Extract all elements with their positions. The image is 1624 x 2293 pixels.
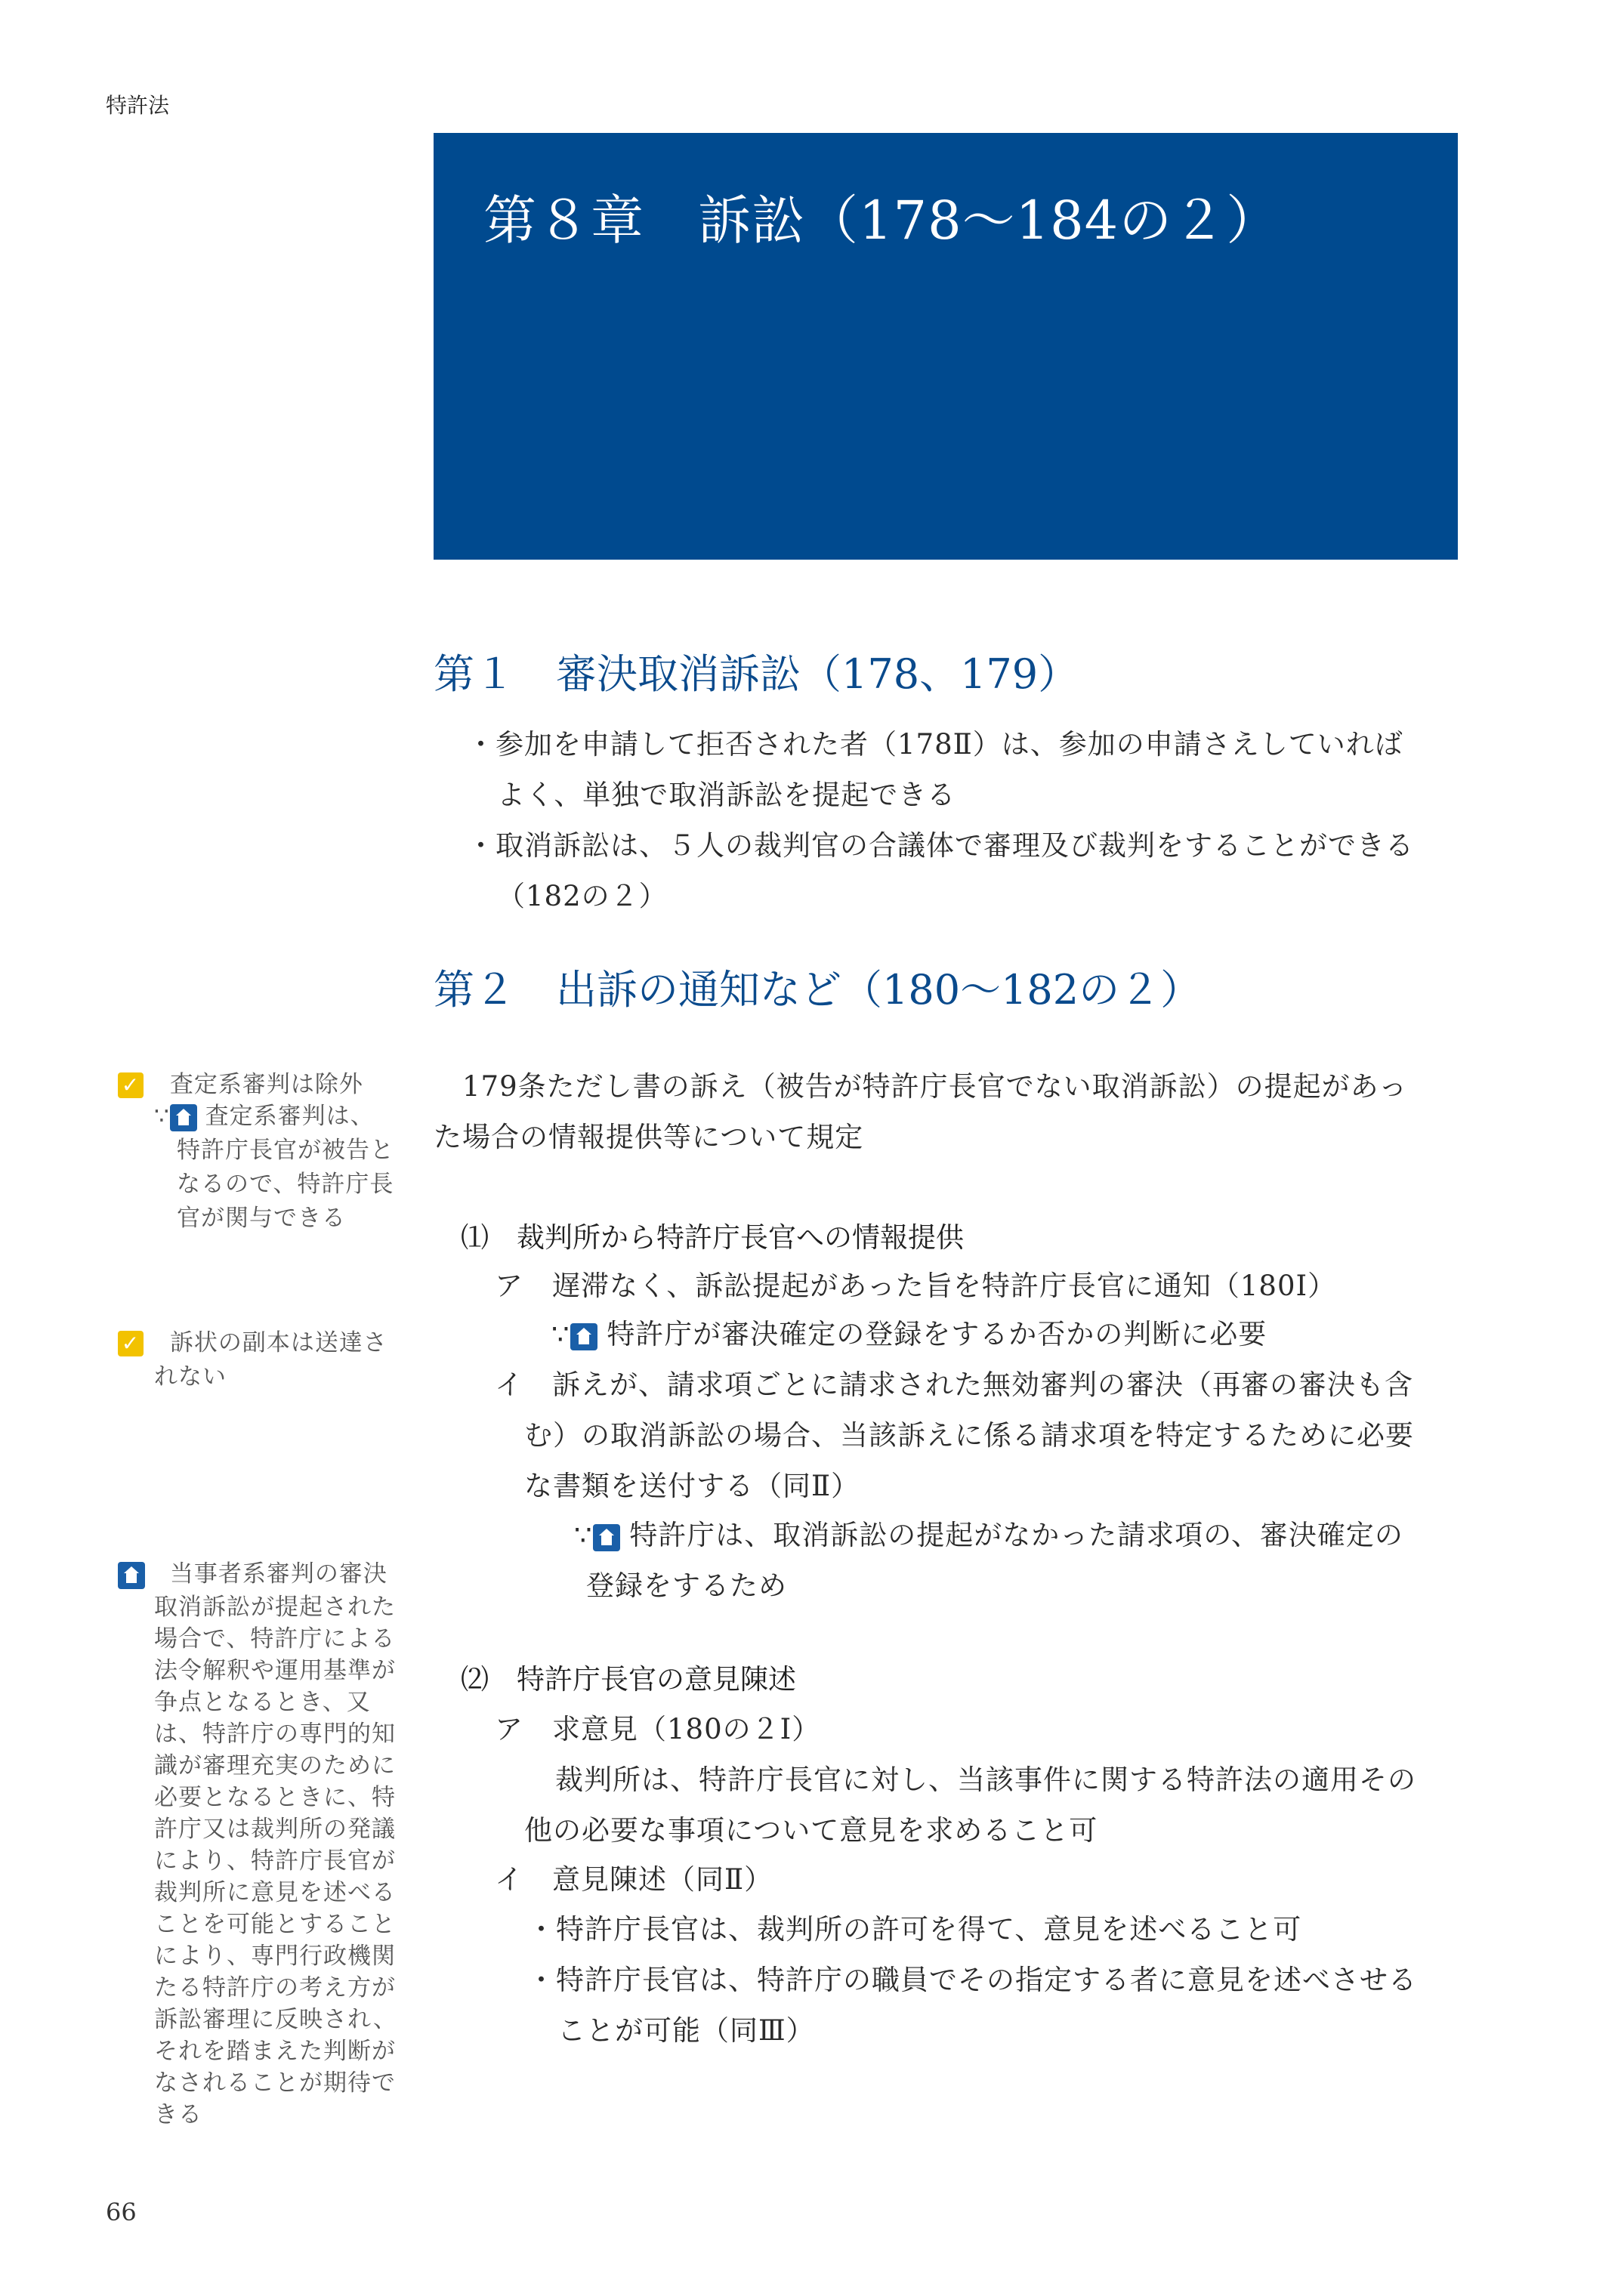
chapter-banner: [434, 133, 1458, 560]
subsection2-item-i-text: ・特許庁長官は、裁判所の許可を得て、意見を述べること可: [527, 1913, 1302, 1946]
sidebar-note-line: れない: [154, 1363, 227, 1390]
section1-line: よく、単独で取消訴訟を提起できる: [497, 779, 956, 811]
page-number: 66: [106, 2198, 137, 2227]
sidebar-note-line: 当事者系審判の審決: [118, 1554, 387, 1589]
sidebar-note-line: ∵ 査定系審判は、: [154, 1103, 375, 1130]
sidebar-note-line: 訴訟審理に反映され、: [154, 2006, 397, 2033]
subsection2-item-a: ア 求意見（180の２Ⅰ）: [495, 1713, 821, 1745]
sidebar-note-line: きる: [154, 2101, 202, 2128]
sidebar-note-line: 取消訴訟が提起された: [154, 1594, 396, 1621]
sidebar-note-line: たる特許庁の考え方が: [154, 1974, 396, 2001]
subsection1-item-i: イ 訴えが、請求項ごとに請求された無効審判の審決（再審の審決も含: [495, 1369, 1413, 1401]
section1-line: ・取消訴訟は、５人の裁判官の合議体で審理及び裁判をすることができる: [467, 829, 1414, 862]
sidebar-note-line: により、特許庁長官が: [154, 1847, 396, 1875]
check-icon: ✓: [118, 1072, 144, 1098]
reason-text: 特許庁が審決確定の登録をするか否かの判断に必要: [607, 1318, 1267, 1350]
chapter-title: 第８章 訴訟（178〜184の２）: [483, 190, 1280, 252]
sidebar-note-line: 場合で、特許庁による: [154, 1625, 396, 1653]
because-mark: ∵: [574, 1519, 593, 1551]
sidebar-note-line: なされることが期待で: [154, 2069, 396, 2097]
because-mark: ∵: [154, 1103, 170, 1130]
house-icon: [170, 1104, 197, 1131]
subsection1-item-i: む）の取消訴訟の場合、当該訴えに係る請求項を特定するために必要: [524, 1419, 1414, 1452]
check-icon: ✓: [118, 1331, 144, 1356]
section1-line: （182の２）: [497, 880, 668, 912]
because-mark: ∵: [551, 1318, 570, 1350]
subsection1-reason-i: [574, 1512, 1403, 1553]
section2-intro: た場合の情報提供等について規定: [434, 1121, 864, 1153]
house-icon: [570, 1323, 597, 1350]
sidebar-note-line: 識が審理充実のために: [154, 1752, 396, 1779]
house-icon: [593, 1524, 620, 1551]
subsection1-item-i: な書類を送付する（同Ⅱ）: [524, 1470, 860, 1502]
sidebar-note-line: 官が関与できる: [177, 1205, 346, 1232]
sidebar-note-line: 裁判所に意見を述べる: [154, 1879, 396, 1906]
sidebar-note-line: 争点となるとき、又: [154, 1689, 371, 1716]
sidebar-note-line: それを踏まえた判断が: [154, 2038, 396, 2065]
section1-line: ・参加を申請して拒否された者（178Ⅱ）は、参加の申請さえしていれば: [467, 728, 1403, 761]
sidebar-note-line: なるので、特許庁長: [177, 1171, 394, 1198]
sidebar-note-line: ✓ 訴状の副本は送達さ: [118, 1323, 387, 1357]
subsection2-item-a-text: 他の必要な事項について意見を求めること可: [524, 1814, 1098, 1847]
reason-text: 特許庁は、取消訴訟の提起がなかった請求項の、審決確定の: [629, 1519, 1403, 1551]
subsection2-item-a-text: 裁判所は、特許庁長官に対し、当該事件に関する特許法の適用その: [555, 1764, 1416, 1796]
sidebar-note-line: 許庁又は裁判所の発議: [154, 1816, 396, 1843]
subsection2-item-i-text: ことが可能（同Ⅲ）: [557, 2014, 815, 2047]
section2-intro: 179条ただし書の訴え（被告が特許庁長官でない取消訴訟）の提起があっ: [462, 1070, 1408, 1103]
subsection2-item-i-text: ・特許庁長官は、特許庁の職員でその指定する者に意見を述べさせる: [527, 1964, 1417, 1996]
subsection1-heading: ⑴ 裁判所から特許庁長官への情報提供: [461, 1221, 964, 1254]
section1-heading: 第１ 審決取消訴訟（178、179）: [434, 650, 1079, 698]
sidebar-note-line: ことを可能とすること: [154, 1911, 396, 1938]
subsection1-reason-i: 登録をするため: [586, 1569, 787, 1602]
sidebar-note-line: 法令解釈や運用基準が: [154, 1657, 396, 1684]
sidebar-note-line: は、特許庁の専門的知: [154, 1721, 396, 1748]
subsection1-item-a: ア 遅滞なく、訴訟提起があった旨を特許庁長官に通知（180Ⅰ）: [495, 1270, 1337, 1302]
sidebar-note-line: により、専門行政機関: [154, 1943, 396, 1970]
sidebar-note-line: 必要となるときに、特: [154, 1784, 396, 1811]
subsection2-item-i: イ 意見陳述（同Ⅱ）: [495, 1863, 773, 1896]
subsection1-reason-a: [551, 1311, 1267, 1352]
sidebar-note-line: ✓ 査定系審判は除外: [118, 1065, 363, 1099]
running-header: 特許法: [106, 93, 170, 118]
subsection2-heading: ⑵ 特許庁長官の意見陳述: [461, 1663, 796, 1696]
sidebar-note-line: 特許庁長官が被告と: [177, 1137, 394, 1164]
section2-heading: 第２ 出訴の通知など（180〜182の２）: [434, 966, 1202, 1014]
house-icon: [118, 1562, 145, 1589]
